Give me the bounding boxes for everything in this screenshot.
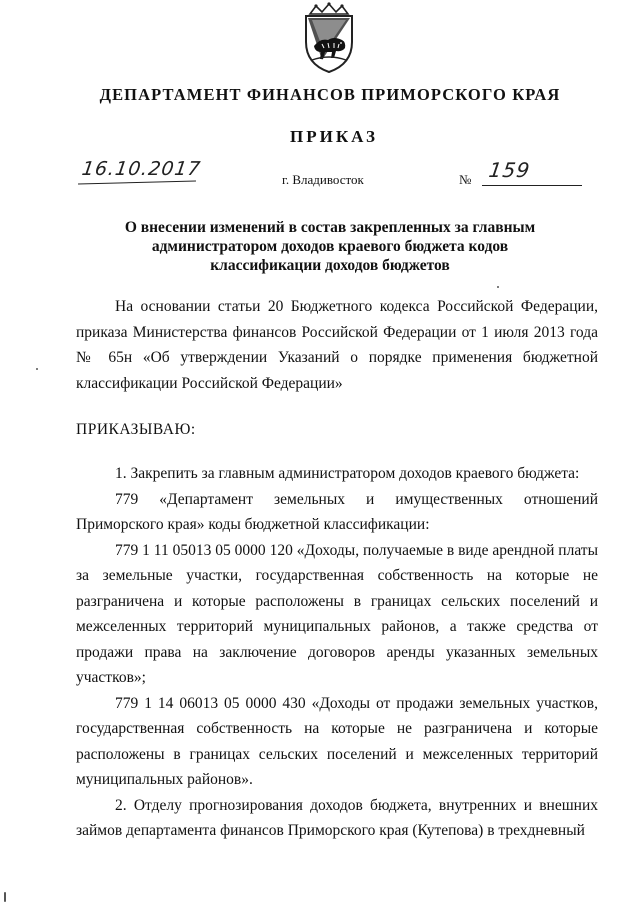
date-field xyxy=(78,158,203,186)
department-title: ДЕПАРТАМЕНТ ФИНАНСОВ ПРИМОРСКОГО КРАЯ xyxy=(99,85,561,104)
city-label: г. Владивосток xyxy=(282,172,364,187)
handwritten-date: 16.10.2017 xyxy=(80,158,203,180)
handwritten-number: 159 xyxy=(487,158,532,182)
order-item: 2. Отделу прогнозирования доходов бюджета, внутренних и внешних займов департамента финансов Приморского края (Кутепова) в трехдневный xyxy=(76,796,598,839)
intro-paragraph: На основании статьи 20 Бюджетного кодекса Российской Федерации, приказа Министерства финансов Российской Федерации от 1 июля 2013 года № 65н «Об утверждении Указаний о порядке применения бюджетной классификации Российской Федерации» xyxy=(76,298,598,392)
order-item: 779 1 14 06013 05 0000 430 «Доходы от продажи земельных участков, государственная собственность на которые не разграничена и которые расположены в границах сельских поселений и межселенных территорий муниципальных районов». xyxy=(76,694,598,788)
scan-edge-mark xyxy=(4,892,6,902)
order-item: 779 «Департамент земельных и имущественных отношений Приморского края» коды бюджетной классификации: xyxy=(76,490,598,533)
number-underline xyxy=(482,185,582,186)
subject-line: классификации доходов бюджетов xyxy=(210,257,450,274)
document-type-title: ПРИКАЗ xyxy=(290,127,378,146)
order-item: 1. Закрепить за главным администратором доходов краевого бюджета: xyxy=(115,465,580,482)
order-item: 779 1 11 05013 05 0000 120 «Доходы, получаемые в виде арендной платы за земельные участки, государственная собственность на которые не разграничена и которые расположены в границах сельских поселений и межселенных территорий муниципальных районов, а также средства от продажи права на заключение договоров аренды указанных земельных участков»; xyxy=(76,541,598,686)
subject-line: администратором доходов краевого бюджета кодов xyxy=(151,238,509,255)
order-items xyxy=(76,461,598,844)
intro-paragraph-block xyxy=(76,294,598,396)
primorsky-krai-coat-of-arms-icon xyxy=(298,2,360,74)
order-word: ПРИКАЗЫВАЮ: xyxy=(76,421,196,438)
scan-speck xyxy=(36,368,38,370)
number-sign: № xyxy=(459,172,472,187)
date-underline xyxy=(78,180,196,184)
scan-speck xyxy=(497,286,499,288)
number-field xyxy=(482,158,582,186)
subject-heading xyxy=(120,218,540,275)
subject-line: О внесении изменений в состав закрепленных за главным xyxy=(124,219,536,236)
